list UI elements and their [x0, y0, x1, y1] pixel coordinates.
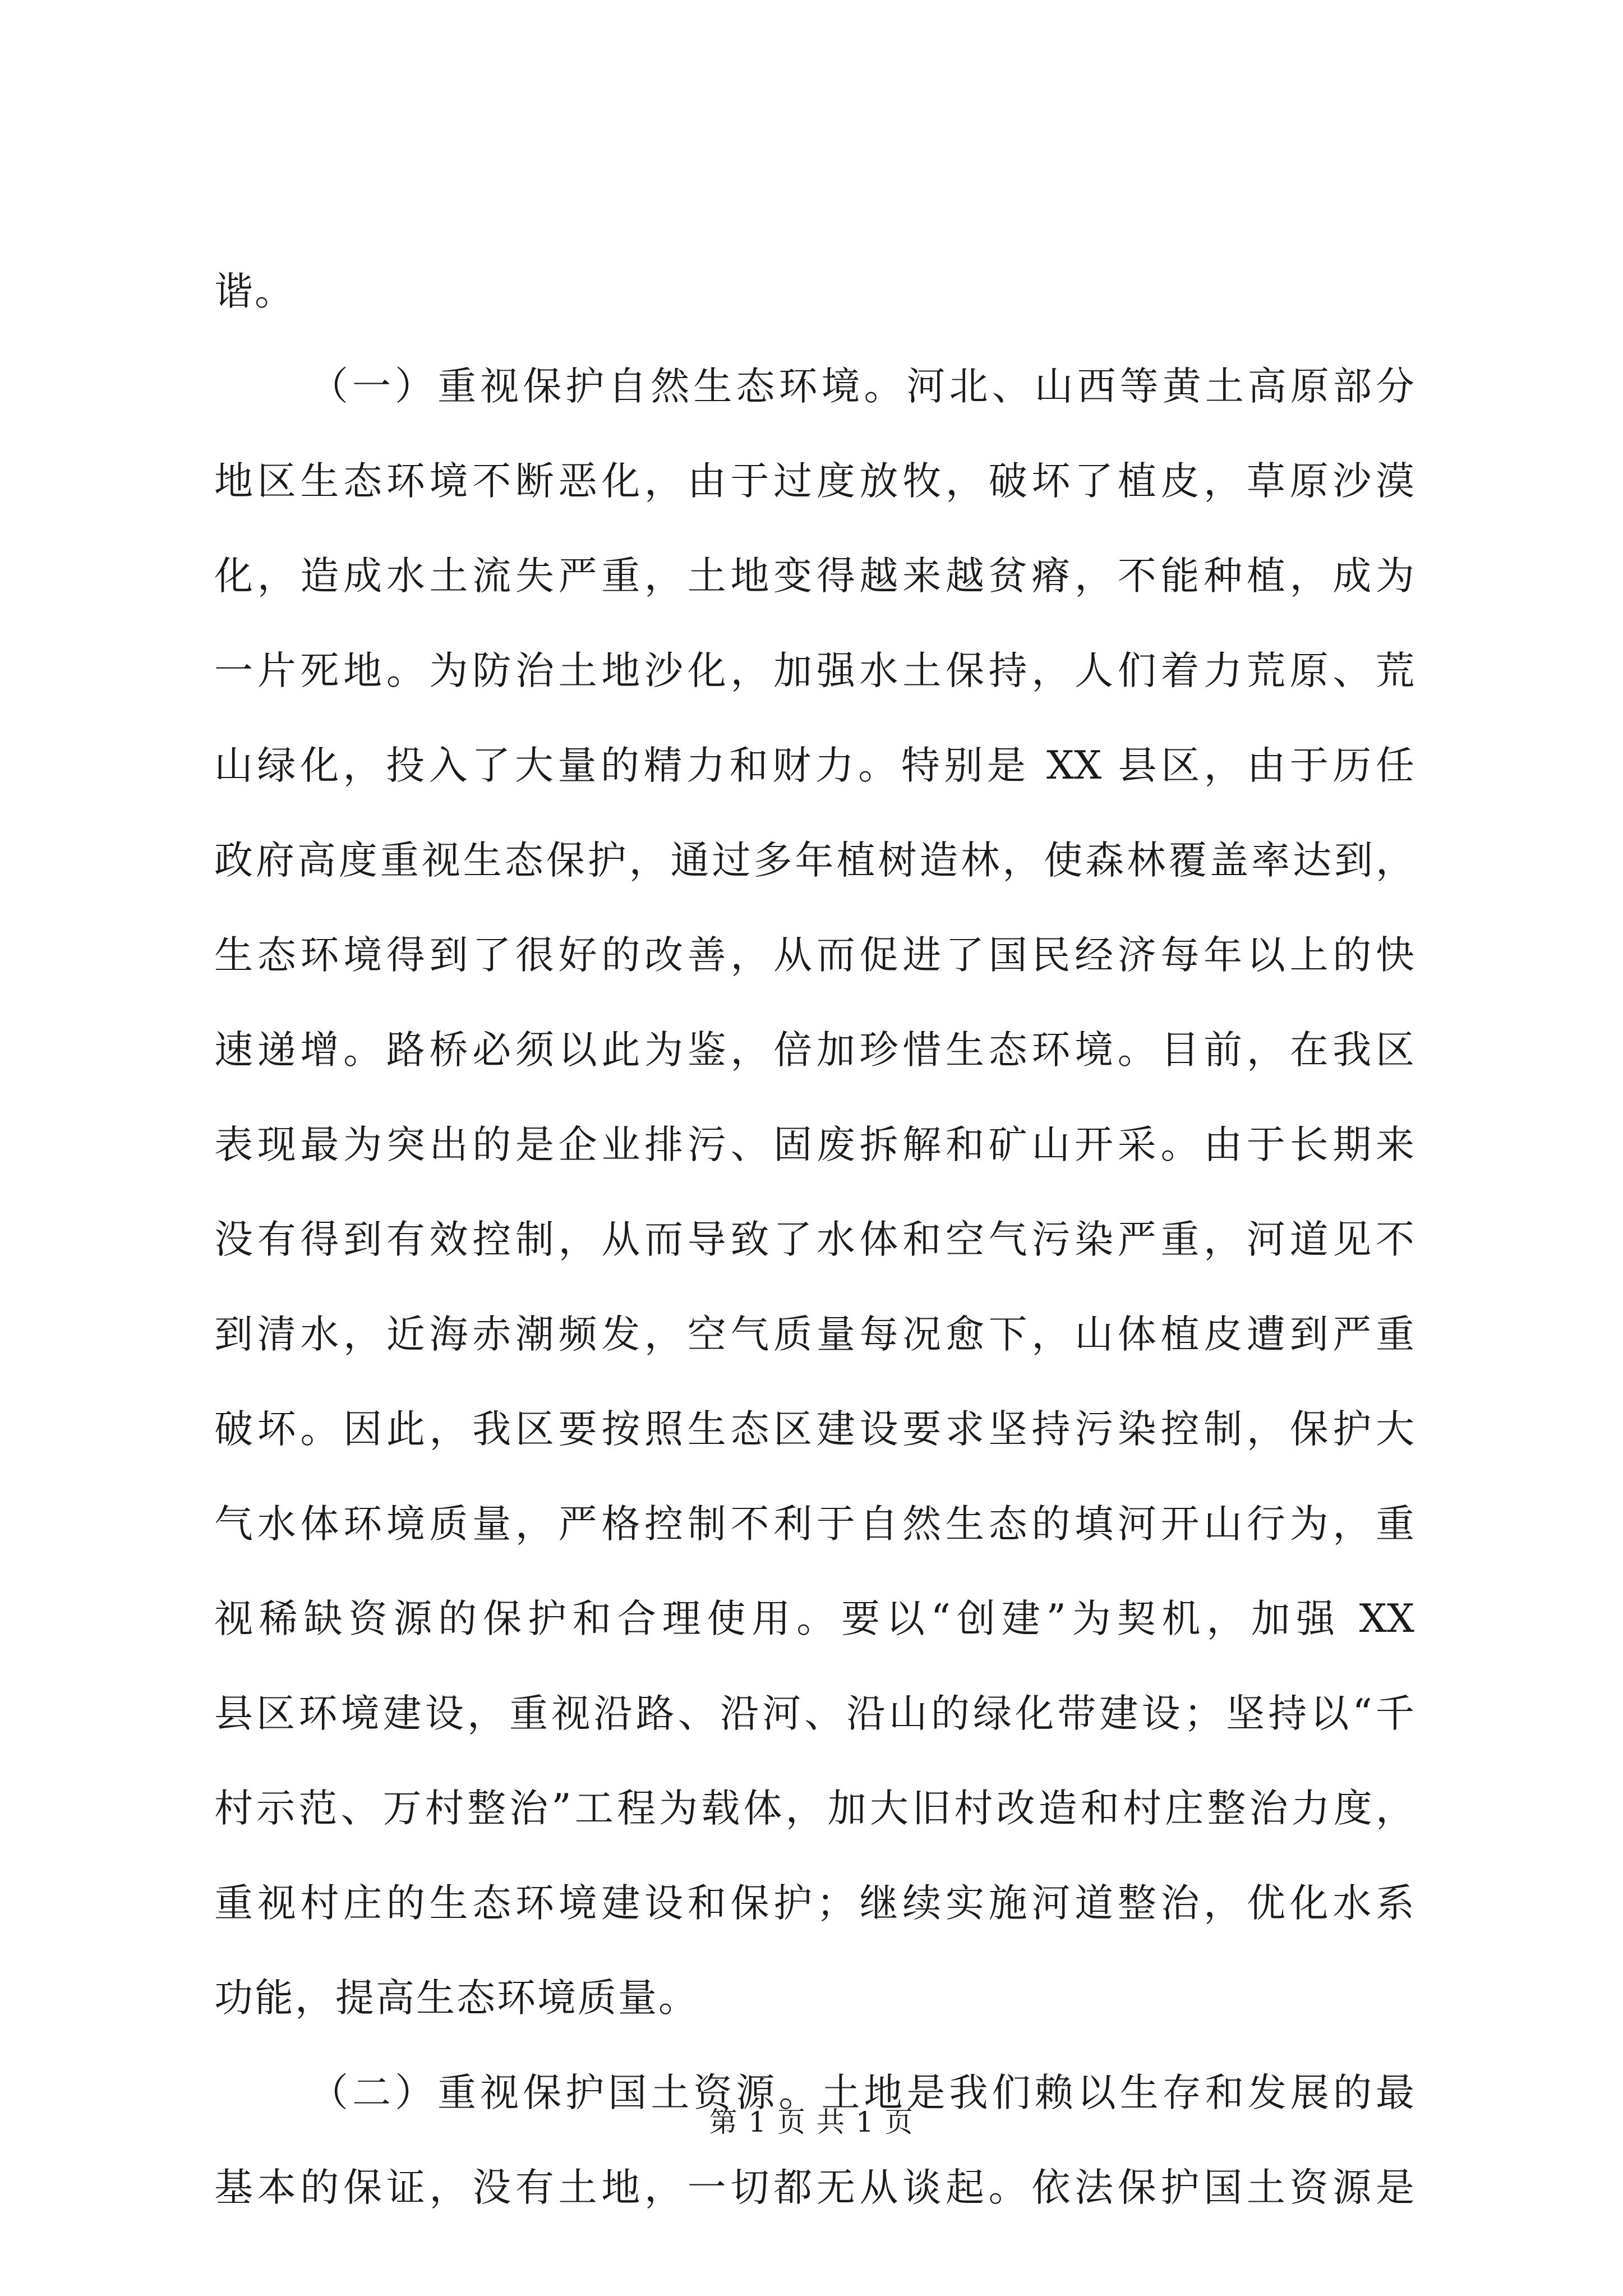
- text-line: 表现最为突出的是企业排污、固废拆解和矿山开采。由于长期来: [214, 1122, 1414, 1167]
- text-line: 到清水，近海赤潮频发，空气质量每况愈下，山体植皮遭到严重: [214, 1312, 1414, 1357]
- page-footer: 第 1 页 共 1 页: [709, 2106, 914, 2138]
- text-line: 速递增。路桥必须以此为鉴，倍加珍惜生态环境。目前，在我区: [214, 1028, 1414, 1073]
- text-line: 地区生态环境不断恶化，由于过度放牧，破坏了植皮，草原沙漠: [214, 459, 1414, 504]
- paragraph-1-first-line: （一）重视保护自然生态环境。河北、山西等黄土高原部分: [310, 364, 1414, 409]
- text-line: 县区环境建设，重视沿路、沿河、沿山的绿化带建设；坚持以“千: [214, 1691, 1414, 1736]
- text-line: 没有得到有效控制，从而导致了水体和空气污染严重，河道见不: [214, 1217, 1414, 1262]
- text-line: 生态环境得到了很好的改善，从而促进了国民经济每年以上的快: [214, 933, 1414, 978]
- text-line: 村示范、万村整治”工程为载体，加大旧村改造和村庄整治力度，: [214, 1786, 1414, 1831]
- text-line: 功能，提高生态环境质量。: [214, 1976, 699, 2021]
- paragraph-2-first-line: （二）重视保护国土资源。土地是我们赖以生存和发展的最: [310, 2070, 1414, 2115]
- text-line: 重视村庄的生态环境建设和保护；继续实施河道整治，优化水系: [214, 1881, 1414, 1926]
- text-line: 破坏。因此，我区要按照生态区建设要求坚持污染控制，保护大: [214, 1407, 1414, 1452]
- text-line: 山绿化，投入了大量的精力和财力。特别是 XX 县区，由于历任: [214, 743, 1414, 788]
- text-line: 气水体环境质量，严格控制不利于自然生态的填河开山行为，重: [214, 1502, 1414, 1547]
- text-line: 基本的保证，没有土地，一切都无从谈起。依法保护国土资源是: [214, 2165, 1414, 2210]
- text-line: 化，造成水土流失严重，土地变得越来越贫瘠，不能种植，成为: [214, 554, 1414, 599]
- text-line: 一片死地。为防治土地沙化，加强水土保持，人们着力荒原、荒: [214, 648, 1414, 693]
- text-line: 谐。: [214, 269, 295, 314]
- text-line: 视稀缺资源的保护和合理使用。要以“创建”为契机，加强 XX: [214, 1596, 1414, 1641]
- text-line: 政府高度重视生态保护，通过多年植树造林，使森林覆盖率达到，: [214, 838, 1414, 883]
